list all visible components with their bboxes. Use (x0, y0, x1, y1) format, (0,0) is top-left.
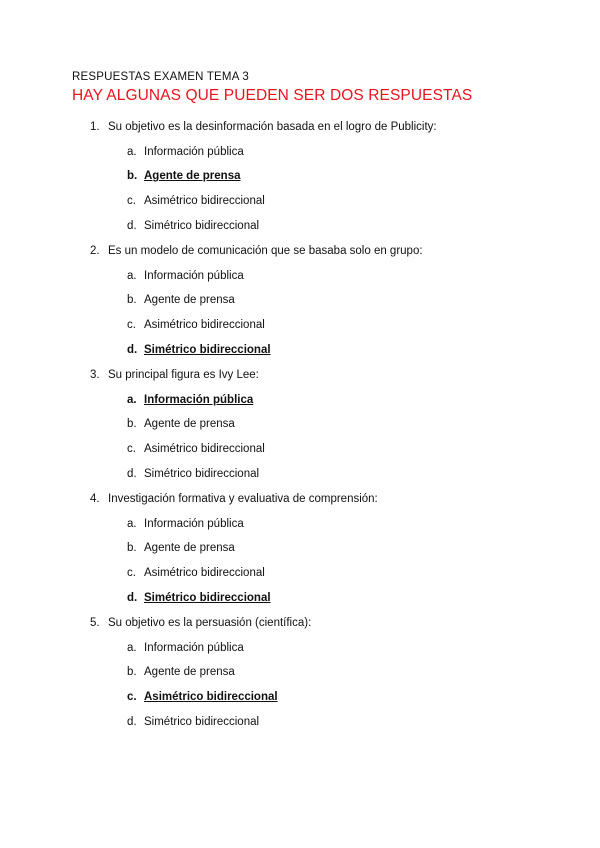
option-text: Información pública (144, 269, 244, 282)
question-text: Es un modelo de comunicación que se basaba solo en grupo: (108, 245, 423, 257)
option-text: Asimétrico bidireccional (144, 195, 265, 208)
answer-option (127, 195, 265, 207)
option-text: Simétrico bidireccional (144, 591, 271, 604)
option-text: Asimétrico bidireccional (144, 691, 278, 704)
option-text: Simétrico bidireccional (144, 343, 271, 356)
option-text: Información pública (144, 145, 244, 158)
option-letter: a. (127, 145, 137, 158)
option-text: Agente de prensa (144, 294, 235, 307)
option-letter: d. (127, 467, 137, 480)
document-title: RESPUESTAS EXAMEN TEMA 3 (72, 71, 249, 83)
answer-option-correct (127, 394, 253, 406)
option-text: Agente de prensa (144, 542, 235, 555)
option-text: Asimétrico bidireccional (144, 443, 265, 456)
option-letter: c. (127, 195, 136, 208)
option-text: Información pública (144, 393, 254, 406)
question-text: Su principal figura es Ivy Lee: (108, 369, 259, 381)
option-text: Asimétrico bidireccional (144, 567, 265, 580)
answer-option (127, 542, 235, 554)
answer-option (127, 468, 259, 480)
option-letter: b. (127, 170, 138, 183)
answer-option (127, 716, 259, 728)
answer-option-correct (127, 344, 271, 356)
answer-option (127, 294, 235, 306)
option-text: Simétrico bidireccional (144, 219, 260, 232)
option-letter: b. (127, 294, 137, 307)
question-text: Investigación formativa y evaluativa de comprensión: (108, 493, 378, 505)
option-letter: a. (127, 269, 137, 282)
option-letter: b. (127, 666, 137, 679)
answer-option (127, 443, 265, 455)
option-letter: d. (127, 715, 137, 728)
question-number: 4. (90, 493, 100, 505)
option-text: Agente de prensa (144, 418, 235, 431)
answer-option-correct (127, 691, 278, 703)
answer-option (127, 642, 244, 654)
question-2 (90, 245, 423, 257)
option-text: Agente de prensa (144, 170, 241, 183)
option-text: Simétrico bidireccional (144, 467, 260, 480)
option-text: Asimétrico bidireccional (144, 319, 265, 332)
answer-option (127, 146, 244, 158)
question-number: 2. (90, 245, 100, 257)
answer-option (127, 220, 259, 232)
document-subtitle: HAY ALGUNAS QUE PUEDEN SER DOS RESPUESTAS (72, 87, 473, 104)
question-number: 3. (90, 369, 100, 381)
question-number: 1. (90, 121, 100, 133)
option-letter: d. (127, 343, 138, 356)
option-letter: b. (127, 418, 137, 431)
question-3 (90, 369, 259, 381)
option-letter: c. (127, 443, 136, 456)
answer-option-correct (127, 592, 271, 604)
answer-option (127, 567, 265, 579)
answer-option-correct (127, 170, 241, 182)
option-text: Información pública (144, 641, 244, 654)
question-text: Su objetivo es la persuasión (científica): (108, 617, 312, 629)
answer-option (127, 518, 244, 530)
option-letter: b. (127, 542, 137, 555)
option-letter: c. (127, 567, 136, 580)
answer-option (127, 270, 244, 282)
option-letter: a. (127, 517, 137, 530)
question-4 (90, 493, 378, 505)
option-text: Simétrico bidireccional (144, 715, 260, 728)
answer-option (127, 666, 235, 678)
option-letter: d. (127, 591, 138, 604)
answer-option (127, 418, 235, 430)
question-5 (90, 617, 311, 629)
question-1 (90, 121, 437, 133)
option-text: Información pública (144, 517, 244, 530)
question-number: 5. (90, 617, 100, 629)
option-text: Agente de prensa (144, 666, 235, 679)
option-letter: c. (127, 691, 137, 704)
option-letter: a. (127, 393, 137, 406)
question-text: Su objetivo es la desinformación basada en el logro de Publicity: (108, 121, 437, 133)
answer-option (127, 319, 265, 331)
option-letter: d. (127, 219, 137, 232)
option-letter: a. (127, 641, 137, 654)
option-letter: c. (127, 319, 136, 332)
